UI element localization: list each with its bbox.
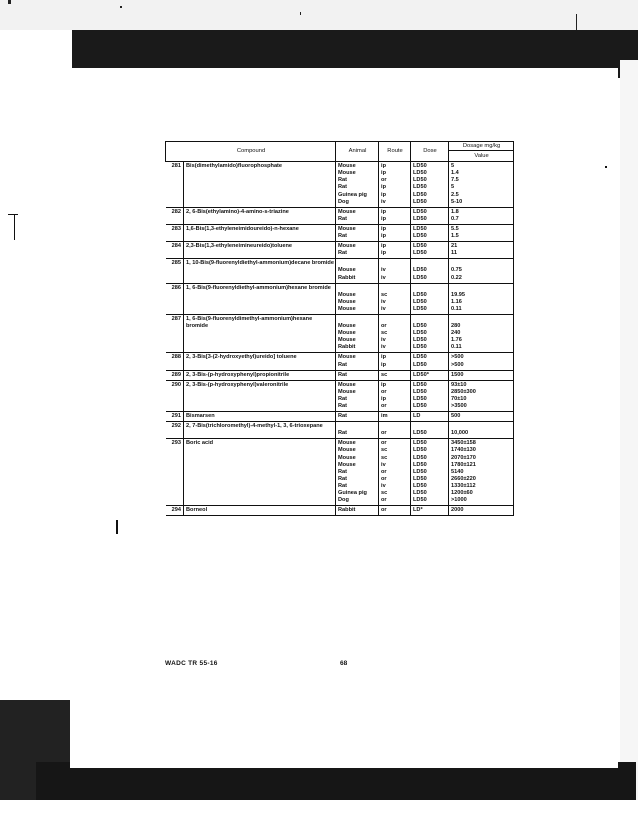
scan-border-bottom-white bbox=[0, 800, 638, 828]
table-body bbox=[166, 162, 514, 516]
compound-name: 1, 6-Bis(9-fluorenyldimethyl-ammonium)hexane bromide bbox=[184, 314, 336, 352]
dose-cell bbox=[411, 353, 449, 370]
animal-entry: Mouse bbox=[338, 170, 356, 177]
dose-cell bbox=[411, 207, 449, 224]
dose-entry: LD50 bbox=[413, 430, 427, 437]
animal-cell bbox=[336, 283, 379, 314]
animal-cell bbox=[336, 422, 379, 439]
value-entry: 1500 bbox=[451, 371, 464, 378]
animal-entry: Mouse bbox=[338, 298, 356, 305]
animal-entry: Rat bbox=[338, 413, 348, 420]
dose-cell bbox=[411, 380, 449, 411]
dose-cell bbox=[411, 506, 449, 516]
dose-entry: LD50 bbox=[413, 170, 427, 177]
animal-entry: Mouse bbox=[338, 447, 356, 454]
value-entry: 1.76 bbox=[451, 337, 462, 344]
dose-entry: LD50 bbox=[413, 381, 427, 388]
dose-cell bbox=[411, 422, 449, 439]
animal-entry: Rat bbox=[338, 430, 348, 437]
value-entry: 2070±170 bbox=[451, 454, 476, 461]
value-entry: 1740±130 bbox=[451, 447, 476, 454]
dose-entry: LD50* bbox=[413, 371, 429, 378]
dose-entry: LD50 bbox=[413, 344, 427, 351]
animal-entry: Mouse bbox=[338, 163, 356, 170]
value-cell bbox=[449, 283, 514, 314]
route-entry: ip bbox=[381, 250, 386, 257]
value-cell bbox=[449, 422, 514, 439]
value-entry bbox=[451, 423, 512, 430]
value-entry: 0.22 bbox=[451, 274, 462, 281]
route-entry: iv bbox=[381, 482, 386, 489]
dose-entry: LD50 bbox=[413, 191, 427, 198]
table-row bbox=[166, 283, 514, 314]
compound-number: 292 bbox=[166, 422, 184, 439]
compound-number: 286 bbox=[166, 283, 184, 314]
route-entry: sc bbox=[381, 447, 388, 454]
dose-entry: LD50 bbox=[413, 250, 427, 257]
value-entry: >500 bbox=[451, 361, 464, 368]
value-entry: 1.16 bbox=[451, 298, 462, 305]
dose-entry: LD50 bbox=[413, 337, 427, 344]
dose-entry: LD50 bbox=[413, 305, 427, 312]
value-cell bbox=[449, 207, 514, 224]
value-cell bbox=[449, 224, 514, 241]
animal-entry: Mouse bbox=[338, 305, 356, 312]
animal-entry: Rat bbox=[338, 395, 348, 402]
dose-entry: LD bbox=[413, 413, 421, 420]
animal-entry: Mouse bbox=[338, 225, 356, 232]
page-number: 68 bbox=[340, 660, 348, 667]
scan-mark bbox=[8, 214, 18, 215]
value-cell bbox=[449, 353, 514, 370]
animal-entry: Rat bbox=[338, 215, 348, 222]
dose-entry: LD50 bbox=[413, 461, 427, 468]
dose-entry: LD50 bbox=[413, 497, 427, 504]
animal-entry: Rat bbox=[338, 482, 348, 489]
table-row bbox=[166, 380, 514, 411]
dose-entry: LD50 bbox=[413, 468, 427, 475]
value-entry: >3500 bbox=[451, 403, 467, 410]
animal-cell bbox=[336, 242, 379, 259]
table-row bbox=[166, 353, 514, 370]
dose-cell bbox=[411, 259, 449, 283]
route-cell bbox=[379, 314, 411, 352]
value-entry: 10,000 bbox=[451, 430, 469, 437]
compound-number: 284 bbox=[166, 242, 184, 259]
dose-entry: LD50 bbox=[413, 291, 427, 298]
dose-cell bbox=[411, 439, 449, 506]
compound-number: 283 bbox=[166, 224, 184, 241]
compound-name: 2, 6-Bis(ethylamino)-4-amino-s-triazine bbox=[184, 207, 336, 224]
animal-entry: Dog bbox=[338, 198, 349, 205]
value-entry: 5140 bbox=[451, 468, 464, 475]
dose-cell bbox=[411, 412, 449, 422]
route-cell bbox=[379, 380, 411, 411]
value-entry: 0.11 bbox=[451, 305, 462, 312]
route-entry: ip bbox=[381, 184, 386, 191]
animal-entry: Rat bbox=[338, 184, 348, 191]
route-entry: iv bbox=[381, 344, 386, 351]
route-entry: sc bbox=[381, 490, 388, 497]
dose-entry: LD50 bbox=[413, 330, 427, 337]
compound-name: Bismarsen bbox=[184, 412, 336, 422]
animal-entry: Mouse bbox=[338, 208, 356, 215]
route-entry: or bbox=[381, 323, 387, 330]
dose-entry: LD50 bbox=[413, 482, 427, 489]
animal-cell bbox=[336, 506, 379, 516]
animal-cell bbox=[336, 353, 379, 370]
route-entry: sc bbox=[381, 291, 388, 298]
compound-number: 287 bbox=[166, 314, 184, 352]
route-entry: iv bbox=[381, 337, 386, 344]
animal-entry: Rat bbox=[338, 361, 348, 368]
compound-number: 289 bbox=[166, 370, 184, 380]
compound-name: 2, 3-Bis-(p-hydroxyphenyl)propionitrile bbox=[184, 370, 336, 380]
animal-entry: Mouse bbox=[338, 381, 356, 388]
value-entry: 93±10 bbox=[451, 381, 467, 388]
animal-entry: Rat bbox=[338, 177, 348, 184]
route-entry: iv bbox=[381, 198, 386, 205]
value-entry: 1.4 bbox=[451, 170, 459, 177]
route-entry: ip bbox=[381, 243, 386, 250]
dose-entry: LD* bbox=[413, 507, 423, 514]
route-entry: ip bbox=[381, 395, 386, 402]
dose-entry: LD50 bbox=[413, 361, 427, 368]
animal-cell bbox=[336, 439, 379, 506]
animal-entry: Guinea pig bbox=[338, 191, 367, 198]
compound-name: 2, 3-Bis-(p-hydroxyphenyl)valeronitrile bbox=[184, 380, 336, 411]
route-cell bbox=[379, 506, 411, 516]
animal-entry: Mouse bbox=[338, 330, 356, 337]
animal-entry: Mouse bbox=[338, 454, 356, 461]
animal-entry: Mouse bbox=[338, 388, 356, 395]
route-entry: ip bbox=[381, 191, 386, 198]
compound-name: 1, 10-Bis(9-fluorenyldiethyl-ammonium)decane bromide bbox=[184, 259, 336, 283]
route-cell bbox=[379, 259, 411, 283]
route-entry: sc bbox=[381, 330, 388, 337]
scan-mark bbox=[605, 166, 607, 168]
table-row bbox=[166, 506, 514, 516]
value-entry: 0.75 bbox=[451, 267, 462, 274]
dose-entry: LD50 bbox=[413, 208, 427, 215]
dose-entry: LD50 bbox=[413, 215, 427, 222]
dose-entry: LD50 bbox=[413, 395, 427, 402]
value-cell bbox=[449, 506, 514, 516]
animal-cell bbox=[336, 314, 379, 352]
route-entry: ip bbox=[381, 233, 386, 240]
value-entry: 280 bbox=[451, 323, 461, 330]
compound-number: 291 bbox=[166, 412, 184, 422]
animal-entry: Rat bbox=[338, 475, 348, 482]
compound-number: 281 bbox=[166, 162, 184, 208]
report-number: WADC TR 55-16 bbox=[165, 660, 218, 667]
value-cell bbox=[449, 370, 514, 380]
dose-cell bbox=[411, 314, 449, 352]
compound-name: Boric acid bbox=[184, 439, 336, 506]
dose-entry: LD50 bbox=[413, 403, 427, 410]
route-entry bbox=[381, 316, 409, 323]
dose-entry: LD50 bbox=[413, 225, 427, 232]
animal-entry: Rabbit bbox=[338, 344, 356, 351]
route-entry: or bbox=[381, 468, 387, 475]
dose-entry: LD50 bbox=[413, 490, 427, 497]
dose-entry: LD50 bbox=[413, 475, 427, 482]
value-entry: >1000 bbox=[451, 497, 467, 504]
dose-entry: LD50 bbox=[413, 243, 427, 250]
animal-entry: Mouse bbox=[338, 461, 356, 468]
route-entry: iv bbox=[381, 267, 386, 274]
animal-entry: Mouse bbox=[338, 354, 356, 361]
route-cell bbox=[379, 439, 411, 506]
animal-cell bbox=[336, 207, 379, 224]
animal-entry: Rabbit bbox=[338, 507, 356, 514]
route-entry: or bbox=[381, 497, 387, 504]
route-cell bbox=[379, 207, 411, 224]
route-cell bbox=[379, 242, 411, 259]
value-cell bbox=[449, 439, 514, 506]
route-entry: ip bbox=[381, 225, 386, 232]
value-cell bbox=[449, 242, 514, 259]
value-entry: 240 bbox=[451, 330, 461, 337]
animal-entry: Mouse bbox=[338, 243, 356, 250]
animal-entry: Mouse bbox=[338, 267, 356, 274]
route-cell bbox=[379, 224, 411, 241]
scan-border-right bbox=[620, 60, 638, 800]
header-value: Value bbox=[449, 151, 514, 162]
route-entry: im bbox=[381, 413, 388, 420]
route-entry: or bbox=[381, 430, 387, 437]
route-entry: sc bbox=[381, 371, 388, 378]
animal-entry: Dog bbox=[338, 497, 349, 504]
route-entry: ip bbox=[381, 381, 386, 388]
animal-entry: Mouse bbox=[338, 291, 356, 298]
route-entry: ip bbox=[381, 354, 386, 361]
value-entry: 1330±112 bbox=[451, 482, 476, 489]
dose-cell bbox=[411, 162, 449, 208]
compound-number: 285 bbox=[166, 259, 184, 283]
dose-entry: LD50 bbox=[413, 198, 427, 205]
value-entry: 2660±220 bbox=[451, 475, 476, 482]
route-entry: or bbox=[381, 388, 387, 395]
dose-entry: LD50 bbox=[413, 177, 427, 184]
route-entry: ip bbox=[381, 170, 386, 177]
value-entry: 19.95 bbox=[451, 291, 466, 298]
route-cell bbox=[379, 162, 411, 208]
compound-name: Bis(dimethylamido)fluorophosphate bbox=[184, 162, 336, 208]
table-row bbox=[166, 259, 514, 283]
route-entry: iv bbox=[381, 461, 386, 468]
value-entry: 21 bbox=[451, 243, 458, 250]
compound-name: 2, 7-Bis(trichloromethyl)-4-methyl-1, 3, 6-trioxepane bbox=[184, 422, 336, 439]
table-row bbox=[166, 207, 514, 224]
value-entry: 7.5 bbox=[451, 177, 459, 184]
header-route: Route bbox=[379, 142, 411, 162]
value-entry: 11 bbox=[451, 250, 457, 257]
route-entry: sc bbox=[381, 454, 388, 461]
animal-entry: Mouse bbox=[338, 440, 356, 447]
value-entry: 70±10 bbox=[451, 395, 467, 402]
animal-entry: Rat bbox=[338, 371, 348, 378]
value-entry: 2.5 bbox=[451, 191, 459, 198]
value-entry: 5-10 bbox=[451, 198, 463, 205]
animal-cell bbox=[336, 224, 379, 241]
compound-number: 282 bbox=[166, 207, 184, 224]
route-entry: ip bbox=[381, 215, 386, 222]
dose-entry: LD50 bbox=[413, 274, 427, 281]
table-row bbox=[166, 412, 514, 422]
animal-entry: Rat bbox=[338, 233, 348, 240]
value-entry: 0.7 bbox=[451, 215, 459, 222]
route-cell bbox=[379, 283, 411, 314]
dose-entry: LD50 bbox=[413, 233, 427, 240]
route-entry bbox=[381, 285, 409, 292]
route-cell bbox=[379, 422, 411, 439]
value-entry: 5 bbox=[451, 184, 455, 191]
route-entry: ip bbox=[381, 361, 386, 368]
header-dose: Dose bbox=[411, 142, 449, 162]
animal-entry: Rat bbox=[338, 250, 348, 257]
compound-name: 2,3-Bis(1,3-ethyleneimineureido)toluene bbox=[184, 242, 336, 259]
dose-entry: LD50 bbox=[413, 184, 427, 191]
compound-number: 294 bbox=[166, 506, 184, 516]
dose-entry bbox=[413, 423, 447, 430]
animal-entry: Mouse bbox=[338, 323, 356, 330]
dose-entry: LD50 bbox=[413, 298, 427, 305]
animal-entry: Guinea pig bbox=[338, 490, 367, 497]
route-entry: or bbox=[381, 440, 387, 447]
value-entry: 1.5 bbox=[451, 233, 459, 240]
dose-entry: LD50 bbox=[413, 454, 427, 461]
dose-entry: LD50 bbox=[413, 267, 427, 274]
dose-entry: LD50 bbox=[413, 163, 427, 170]
value-entry: >500 bbox=[451, 354, 464, 361]
route-entry: iv bbox=[381, 274, 386, 281]
animal-entry: Rat bbox=[338, 403, 348, 410]
dose-entry bbox=[413, 260, 447, 267]
compound-number: 290 bbox=[166, 380, 184, 411]
scan-mark bbox=[14, 214, 15, 240]
scan-border-top-light bbox=[0, 0, 638, 30]
animal-entry: Rat bbox=[338, 468, 348, 475]
compound-name: 2, 3-Bis[3-(2-hydroxyethyl)ureido] toluene bbox=[184, 353, 336, 370]
value-cell bbox=[449, 314, 514, 352]
value-entry: 1780±121 bbox=[451, 461, 476, 468]
value-entry bbox=[451, 316, 512, 323]
route-cell bbox=[379, 353, 411, 370]
value-entry: 1200±60 bbox=[451, 490, 473, 497]
compound-name: 1,6-Bis(1,3-ethyleneimidoureido)-n-hexane bbox=[184, 224, 336, 241]
dose-cell bbox=[411, 370, 449, 380]
animal-entry bbox=[338, 285, 377, 292]
animal-cell bbox=[336, 162, 379, 208]
value-entry: 3450±158 bbox=[451, 440, 476, 447]
route-cell bbox=[379, 412, 411, 422]
route-entry: ip bbox=[381, 208, 386, 215]
compound-number: 293 bbox=[166, 439, 184, 506]
dose-entry: LD50 bbox=[413, 354, 427, 361]
animal-entry: Rabbit bbox=[338, 274, 356, 281]
dose-entry: LD50 bbox=[413, 388, 427, 395]
route-entry: or bbox=[381, 403, 387, 410]
route-entry: or bbox=[381, 507, 387, 514]
value-entry bbox=[451, 260, 512, 267]
dose-entry bbox=[413, 316, 447, 323]
scan-mark bbox=[116, 520, 118, 534]
value-entry: 500 bbox=[451, 413, 461, 420]
route-entry: or bbox=[381, 177, 387, 184]
value-entry: 2000 bbox=[451, 507, 464, 514]
animal-cell bbox=[336, 412, 379, 422]
animal-cell bbox=[336, 259, 379, 283]
value-cell bbox=[449, 380, 514, 411]
toxicity-table bbox=[165, 141, 514, 516]
table-row bbox=[166, 439, 514, 506]
header-dosage: Dosage mg/kg bbox=[449, 142, 514, 151]
animal-cell bbox=[336, 370, 379, 380]
value-entry: 2850±300 bbox=[451, 388, 476, 395]
value-cell bbox=[449, 259, 514, 283]
animal-entry bbox=[338, 316, 377, 323]
dose-cell bbox=[411, 283, 449, 314]
dose-cell bbox=[411, 242, 449, 259]
value-entry: 5 bbox=[451, 163, 455, 170]
header-compound: Compound bbox=[166, 142, 336, 162]
route-entry bbox=[381, 423, 409, 430]
compound-name: Borneol bbox=[184, 506, 336, 516]
route-entry bbox=[381, 260, 409, 267]
value-cell bbox=[449, 412, 514, 422]
table-row bbox=[166, 162, 514, 208]
route-cell bbox=[379, 370, 411, 380]
value-cell bbox=[449, 162, 514, 208]
route-entry: ip bbox=[381, 163, 386, 170]
dose-cell bbox=[411, 224, 449, 241]
dose-entry: LD50 bbox=[413, 323, 427, 330]
animal-entry bbox=[338, 260, 377, 267]
route-entry: or bbox=[381, 475, 387, 482]
compound-name: 1, 6-Bis(9-fluorenyldiethyl-ammonium)hexane bromide bbox=[184, 283, 336, 314]
table-row bbox=[166, 370, 514, 380]
table-row bbox=[166, 224, 514, 241]
animal-entry: Mouse bbox=[338, 337, 356, 344]
animal-cell bbox=[336, 380, 379, 411]
table-row bbox=[166, 422, 514, 439]
animal-entry bbox=[338, 423, 377, 430]
dose-entry: LD50 bbox=[413, 440, 427, 447]
value-entry: 1.8 bbox=[451, 208, 459, 215]
compound-number: 288 bbox=[166, 353, 184, 370]
table-row bbox=[166, 242, 514, 259]
value-entry: 5.5 bbox=[451, 225, 459, 232]
value-entry: 0.11 bbox=[451, 344, 462, 351]
header-animal: Animal bbox=[336, 142, 379, 162]
table-row bbox=[166, 314, 514, 352]
value-entry bbox=[451, 285, 512, 292]
route-entry: iv bbox=[381, 298, 386, 305]
dose-entry bbox=[413, 285, 447, 292]
route-entry: iv bbox=[381, 305, 386, 312]
dose-entry: LD50 bbox=[413, 447, 427, 454]
